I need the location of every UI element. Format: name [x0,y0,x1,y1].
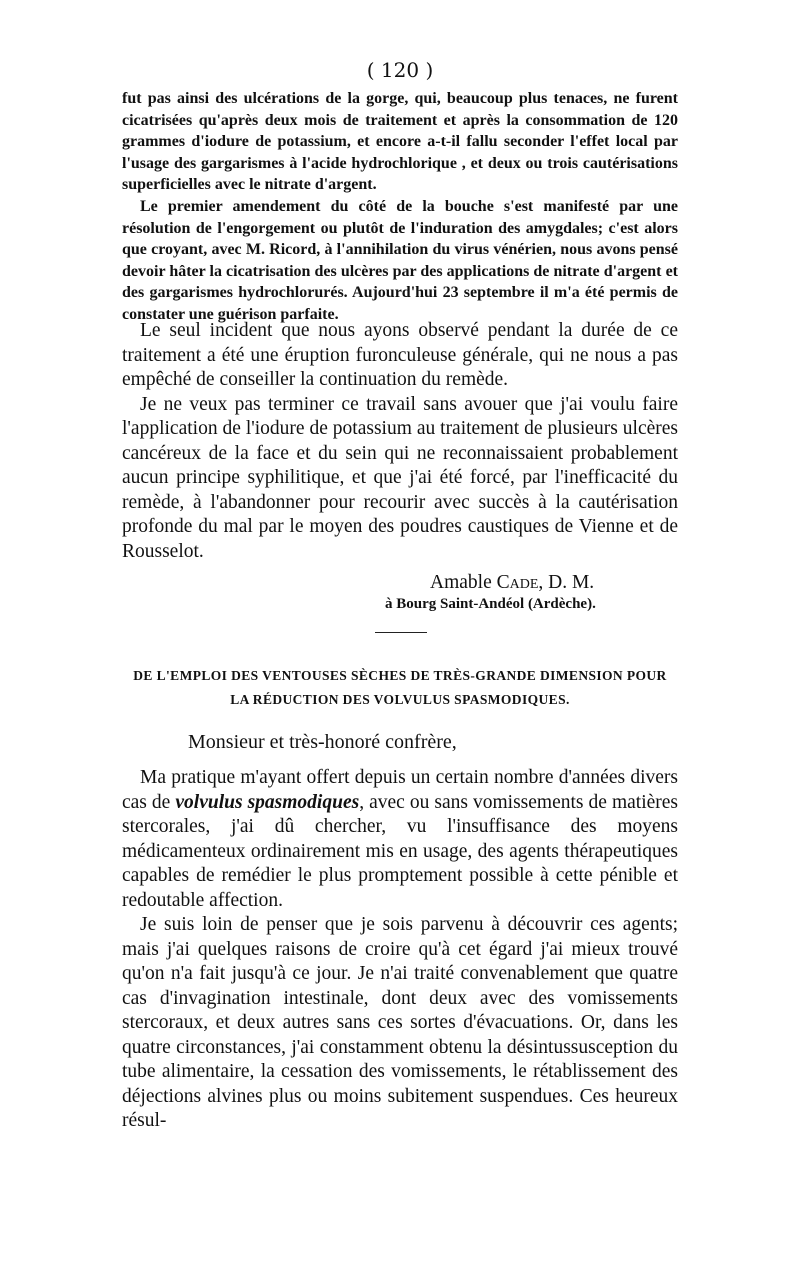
author-last-name: Cade [496,572,539,593]
author-title: , D. M. [538,572,595,593]
author-place: à Bourg Saint-Andéol (Ardèche). [385,596,596,612]
article-heading [110,664,690,712]
paragraph-amendement: Le premier amendement du côté de la bouche s'est manifesté par une résolution de l'engorgement ou plutôt de l'induration des amygdales; c'est alors que croyant, avec M. Ricord, à l'annihilation du virus vénérien, nous avons pensé devoir hâter la cicatrisation des ulcères par des applications de nitrate d'argent et des gargarismes hydrochlorurés. Aujourd'hui 23 septembre il m'a été permis de constater une guérison parfaite. [122,197,678,323]
paragraph-pratique-start: Ma pratique m'ayant offert depuis un certain nombre d'années divers cas de [122,767,678,813]
paragraph-pratique-end: , avec ou sans vomissements de matières stercorales, j'ai dû chercher, vu l'insuffisance des moyens médicamenteux ordinairement mis en usage, des agents thérapeutiques capables de remédier le plus promptement possible à cette pénible et redoutable affection. [122,791,678,911]
main-text-section [122,319,678,564]
paragraph-incident: Le seul incident que nous ayons observé pendant la durée de ce traitement a été une éruption furonculeuse générale, qui ne nous a pas empêché de conseiller la continuation du remède. [122,320,678,390]
small-print-section [122,88,678,326]
letter-body [122,766,678,1134]
heading-line-2: LA RÉDUCTION DES VOLVULUS SPASMODIQUES. [230,692,570,707]
paragraph-conclusion: Je ne veux pas terminer ce travail sans avouer que j'ai voulu faire l'application de l'iodure de potassium au traitement de plusieurs ulcères cancéreux de la face et du sein qui ne reconnaissaient probablement aucun principe syphilitique, et que j'ai été forcé, par l'inefficacité du remède, à l'abandonner pour recourir avec succès à la cautérisation profonde du mal par le moyen des poudres caustiques de Vienne et de Rousselot. [122,393,678,562]
paragraph-pratique [122,766,678,913]
section-divider [375,632,427,633]
emphasis-volvulus: volvulus spasmodiques [175,791,360,813]
paragraph-ulcerations: fut pas ainsi des ulcérations de la gorge, qui, beaucoup plus tenaces, ne furent cicatrisées qu'après deux mois de traitement et après la consommation de 120 grammes d'iodure de potassium, et encore a-t-il fallu seconder l'effet local par l'usage des gargarismes à l'acide hydrochlorique , et deux ou trois cautérisations superficielles avec le nitrate d'argent. [122,90,678,194]
page-number: ( 120 ) [366,58,434,82]
author-signature [430,572,594,594]
author-first-name: Amable [430,572,492,593]
heading-line-1: DE L'EMPLOI DES VENTOUSES SÈCHES DE TRÈS-GRANDE DIMENSION POUR [133,668,667,683]
paragraph-agents: Je suis loin de penser que je sois parvenu à découvrir ces agents; mais j'ai quelques raisons de croire qu'à cet égard j'ai mieux trouvé qu'on n'a fait jusqu'à ce jour. Je n'ai traité convenablement que quatre cas d'invagination intestinale, dont deux avec des vomissements stercoraux, et deux autres sans ces sortes d'évacuations. Or, dans les quatre circonstances, j'ai constamment obtenu la désintussusception du tube alimentaire, la cessation des vomissements, le rétablissement des déjections alvines plus ou moins subitement suspendues. Ces heureux résul- [122,914,678,1131]
salutation: Monsieur et très-honoré confrère, [188,731,457,753]
